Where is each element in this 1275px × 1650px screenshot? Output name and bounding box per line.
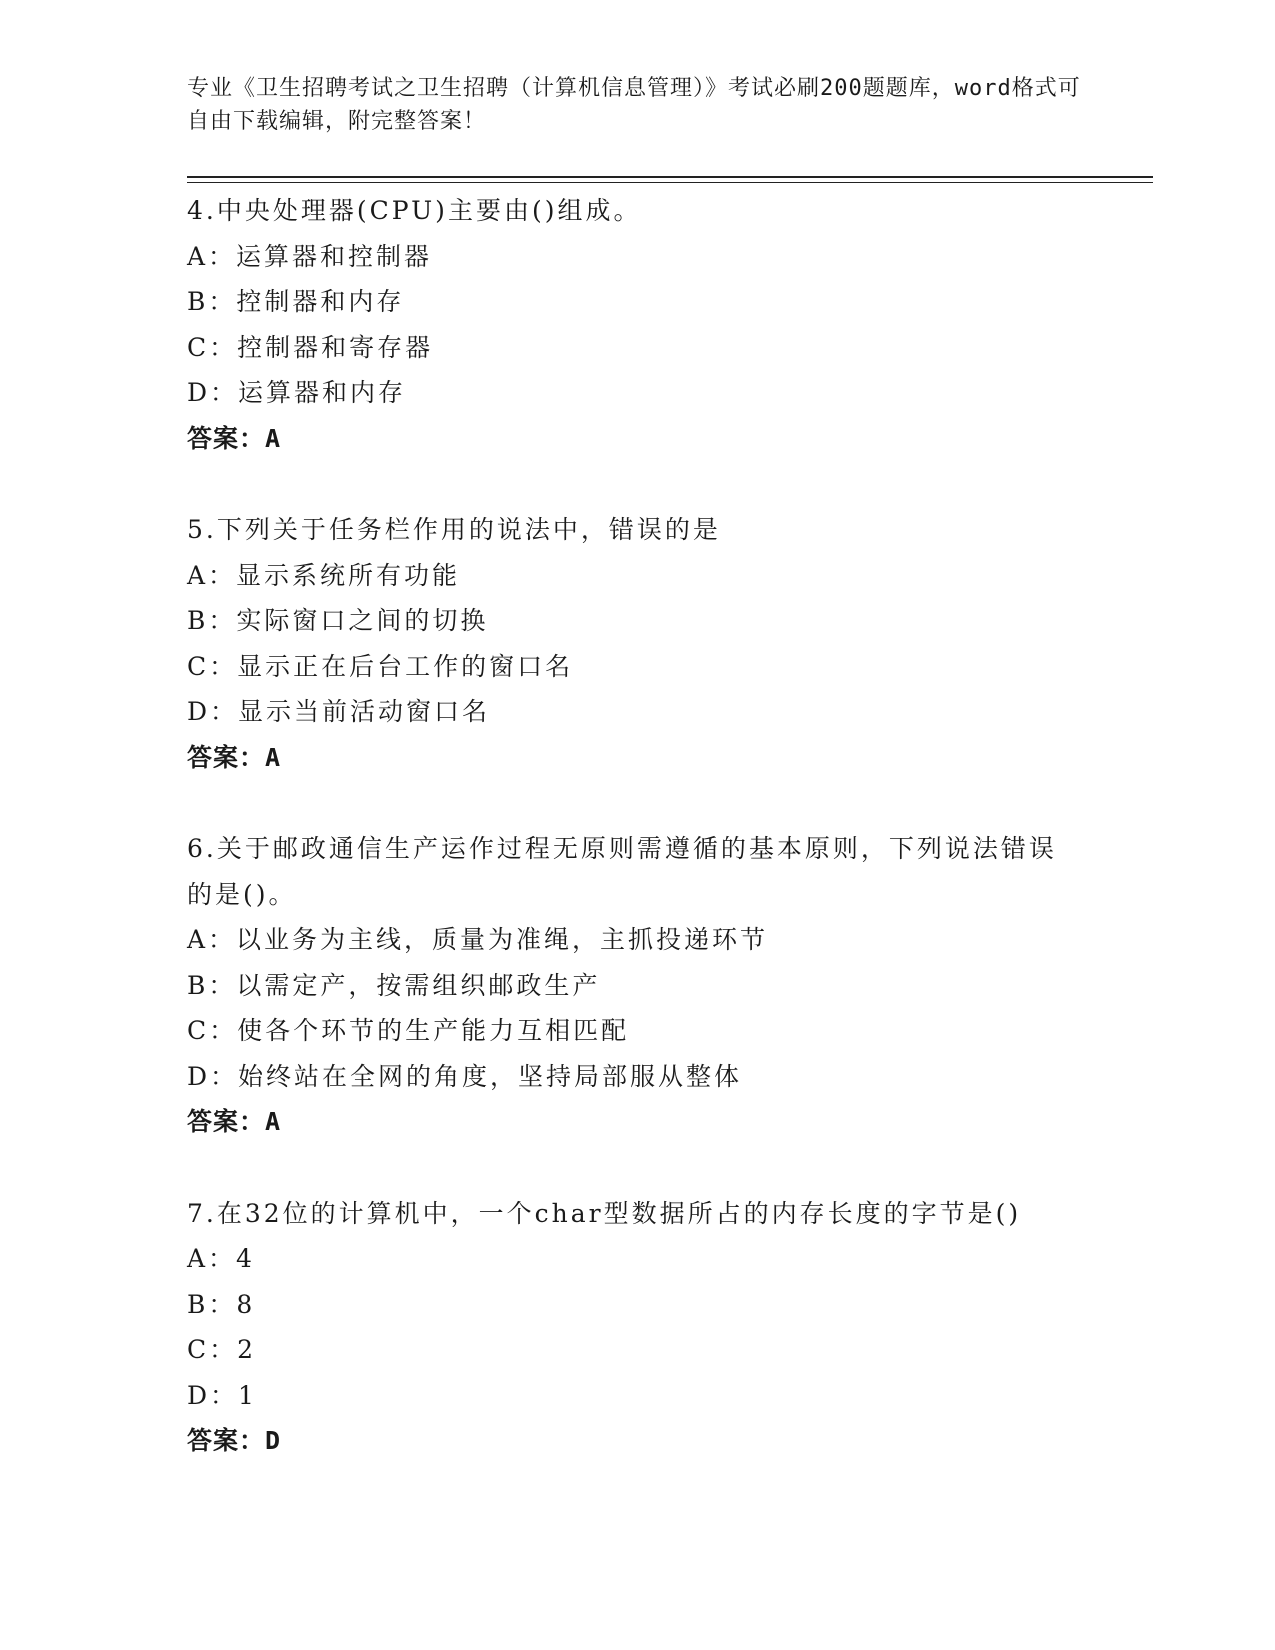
question-list: [187, 188, 1067, 1510]
question-stem: 5.下列关于任务栏作用的说法中，错误的是: [187, 515, 721, 544]
option-c: C：使各个环节的生产能力互相匹配: [187, 1016, 630, 1045]
answer-line: 答案：D: [187, 1426, 282, 1455]
option-b: B：控制器和内存: [187, 287, 405, 316]
option-b: B：实际窗口之间的切换: [187, 606, 489, 635]
option-b: B：以需定产，按需组织邮政生产: [187, 970, 601, 1000]
answer-line: 答案：A: [187, 423, 282, 453]
question-7: [187, 1191, 1067, 1464]
option-a: A：运算器和控制器: [187, 241, 433, 271]
question-stem: 7.在32位的计算机中，一个char型数据所占的内存长度的字节是(): [187, 1198, 1022, 1228]
option-d: D：1: [187, 1380, 257, 1410]
question-stem: 6.关于邮政通信生产运作过程无原则需遵循的基本原则，下列说法错误的是()。: [187, 834, 1057, 909]
answer-line: 答案：A: [187, 742, 282, 772]
question-stem: 4.中央处理器(CPU)主要由()组成。: [187, 196, 642, 225]
question-4: [187, 188, 1067, 461]
option-c: C：2: [187, 1335, 257, 1364]
option-c: C：控制器和寄存器: [187, 332, 434, 362]
question-5: [187, 507, 1067, 780]
option-c: C：显示正在后台工作的窗口名: [187, 651, 574, 681]
option-d: D：始终站在全网的角度，坚持局部服从整体: [187, 1061, 743, 1091]
option-a: A：以业务为主线，质量为准绳，主抓投递环节: [187, 925, 769, 954]
document-header: 专业《卫生招聘考试之卫生招聘（计算机信息管理）》考试必刷200题题库，word格式可自由下载编辑，附完整答案！: [187, 76, 1081, 134]
option-d: D：显示当前活动窗口名: [187, 697, 491, 726]
option-b: B：8: [187, 1289, 256, 1319]
header-divider: [187, 176, 1153, 183]
answer-line: 答案：A: [187, 1107, 282, 1136]
option-a: A：4: [187, 1244, 255, 1273]
question-6: [187, 826, 1067, 1145]
option-d: D：运算器和内存: [187, 378, 407, 407]
option-a: A：显示系统所有功能: [187, 560, 461, 590]
